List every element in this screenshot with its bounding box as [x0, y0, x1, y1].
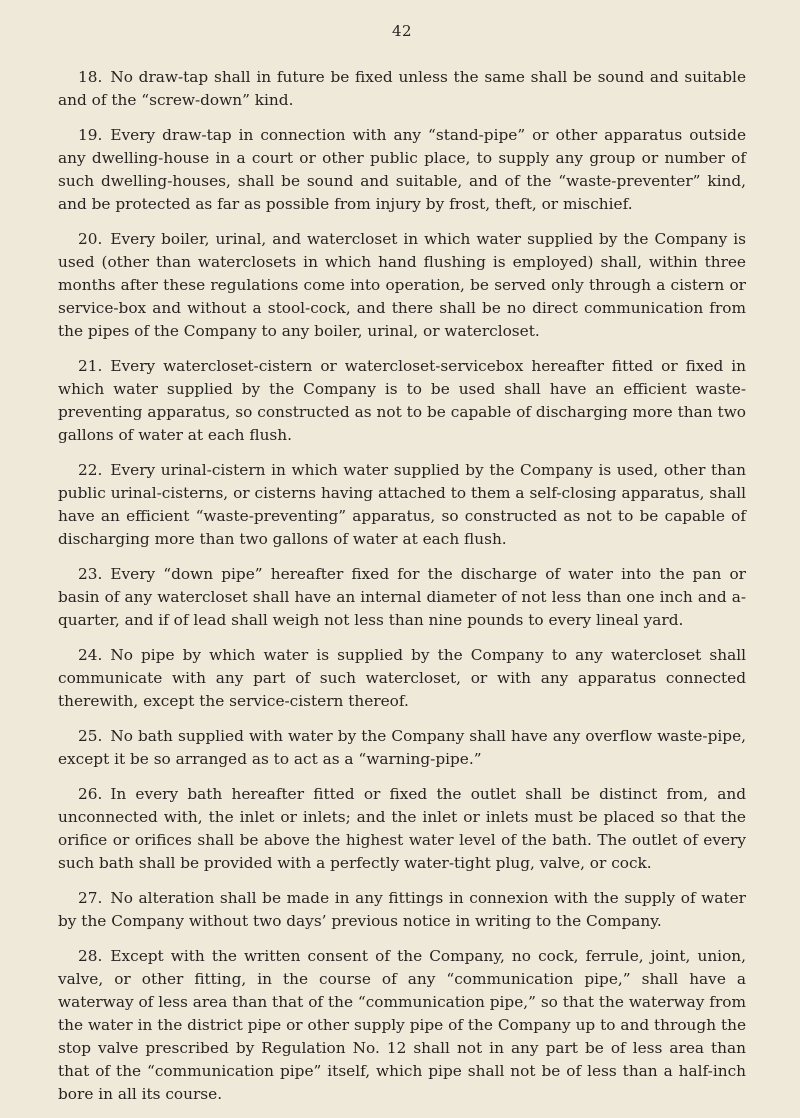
- regulation-text: Every “down pipe” hereafter fixed for the discharge of water into the pan or basin of any watercloset shall have an internal diameter of not less than one inch and a-quarter, and if of lead shall weigh not less than nine pounds to every lineal yard.: [58, 565, 746, 629]
- regulation-paragraph: [58, 887, 746, 933]
- regulation-paragraph: [58, 124, 746, 216]
- document-page: [58, 22, 746, 1118]
- regulation-text: Every draw-tap in connection with any “stand-pipe” or other apparatus outside any dwelling-house in a court or other public place, to supply any group or number of such dwelling-houses, shall be sound and suitable, and of the “waste-preventer” kind, and be protected as far as possible from injury by frost, theft, or mischief.: [58, 126, 746, 213]
- regulation-text: No bath supplied with water by the Company shall have any overflow waste-pipe, except it be so arranged as to act as a “warning-pipe.”: [58, 727, 746, 768]
- regulation-number: 27.: [78, 889, 103, 907]
- regulation-number: 23.: [78, 565, 103, 583]
- regulation-number: 28.: [78, 947, 103, 965]
- regulation-paragraph: [58, 66, 746, 112]
- regulation-text: No draw-tap shall in future be fixed unless the same shall be sound and suitable and of the “screw-down” kind.: [58, 68, 746, 109]
- regulation-text: No alteration shall be made in any fittings in connexion with the supply of water by the Company without two days’ previous notice in writing to the Company.: [58, 889, 746, 930]
- regulation-paragraph: [58, 459, 746, 551]
- regulation-number: 26.: [78, 785, 103, 803]
- regulation-number: 20.: [78, 230, 103, 248]
- regulation-number: 25.: [78, 727, 103, 745]
- regulation-paragraph: [58, 945, 746, 1106]
- regulation-paragraph: [58, 563, 746, 632]
- regulation-number: 21.: [78, 357, 103, 375]
- regulation-number: 18.: [78, 68, 103, 86]
- regulation-paragraph: [58, 644, 746, 713]
- regulations-list: [58, 66, 746, 1106]
- regulation-paragraph: [58, 725, 746, 771]
- regulation-paragraph: [58, 355, 746, 447]
- page-number: 42: [391, 22, 413, 40]
- regulation-paragraph: [58, 783, 746, 875]
- regulation-text: In every bath hereafter fitted or fixed the outlet shall be distinct from, and unconnected with, the inlet or inlets; and the inlet or inlets must be placed so that the orifice or orifices shall be above the highest water level of the bath. The outlet of every such bath shall be provided with a perfectly water-tight plug, valve, or cock.: [58, 785, 746, 872]
- regulation-text: No pipe by which water is supplied by the Company to any watercloset shall communicate with any part of such watercloset, or with any apparatus connected therewith, except the service-cistern thereof.: [58, 646, 746, 710]
- regulation-number: 22.: [78, 461, 103, 479]
- regulation-number: 19.: [78, 126, 103, 144]
- regulation-paragraph: [58, 228, 746, 343]
- regulation-number: 24.: [78, 646, 103, 664]
- regulation-text: Every urinal-cistern in which water supplied by the Company is used, other than public urinal-cisterns, or cisterns having attached to them a self-closing apparatus, shall have an efficient “waste-preventing” apparatus, so constructed as not to be capable of discharging more than two gallons of water at each flush.: [58, 461, 746, 548]
- regulation-text: Every boiler, urinal, and watercloset in which water supplied by the Company is used (other than waterclosets in which hand flushing is employed) shall, within three months after these regulations come into operation, be served only through a cistern or service-box and without a stool-cock, and there shall be no direct communication from the pipes of the Company to any boiler, urinal, or watercloset.: [58, 230, 746, 340]
- regulation-text: Every watercloset-cistern or watercloset-servicebox hereafter fitted or fixed in which water supplied by the Company is to be used shall have an efficient waste-preventing apparatus, so constructed as not to be capable of discharging more than two gallons of water at each flush.: [58, 357, 746, 444]
- regulation-text: Except with the written consent of the Company, no cock, ferrule, joint, union, valve, or other fitting, in the course of any “communication pipe,” shall have a waterway of less area than that of the “communication pipe,” so that the waterway from the water in the district pipe or other supply pipe of the Company up to and through the stop valve prescribed by Regulation No. 12 shall not in any part be of less area than that of the “communication pipe” itself, which pipe shall not be of less than a half-inch bore in all its course.: [58, 947, 746, 1103]
